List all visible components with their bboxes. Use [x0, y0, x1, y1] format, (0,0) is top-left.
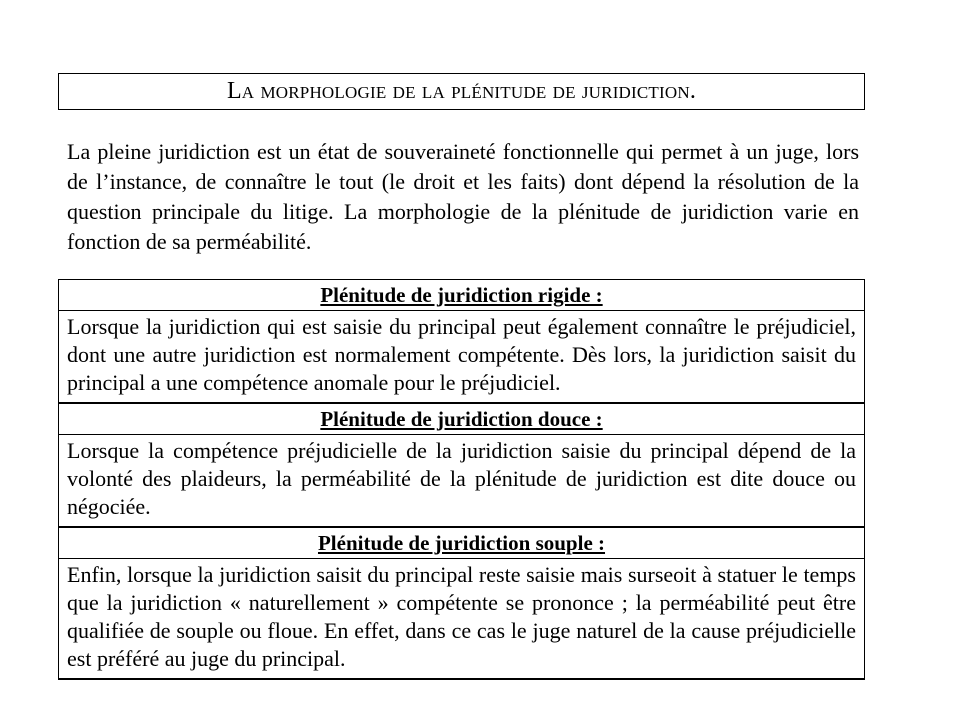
- section-heading: Plénitude de juridiction souple :: [59, 528, 864, 559]
- section-flexible: [58, 528, 865, 680]
- sections-list: [58, 279, 865, 680]
- section-heading: Plénitude de juridiction rigide :: [59, 280, 864, 311]
- section-soft: [58, 404, 865, 528]
- section-body: Lorsque la juridiction qui est saisie du principal peut également connaître le préjudiciel, dont une autre juridiction est normalement compétente. Dès lors, la juridiction saisit du principal a une compétence anomale pour le préjudiciel.: [67, 314, 856, 395]
- document-title: La morphologie de la plénitude de juridiction.: [58, 73, 865, 110]
- section-heading: Plénitude de juridiction douce :: [59, 404, 864, 435]
- section-body: Lorsque la compétence préjudicielle de la juridiction saisie du principal dépend de la volonté des plaideurs, la perméabilité de la plénitude de juridiction est dite douce ou négociée.: [67, 438, 856, 519]
- section-body: Enfin, lorsque la juridiction saisit du principal reste saisie mais surseoit à statuer le temps que la juridiction « naturellement » compétente se prononce ; la perméabilité peut être qualifiée de souple ou floue. En effet, dans ce cas le juge naturel de la cause préjudicielle est préféré au juge du principal.: [67, 562, 856, 671]
- section-rigid: [58, 280, 865, 404]
- intro-paragraph: La pleine juridiction est un état de souveraineté fonctionnelle qui permet à un juge, lors de l’instance, de connaître le tout (le droit et les faits) dont dépend la résolution de la question principale du litige. La morphologie de la plénitude de juridiction varie en fonction de sa perméabilité.: [67, 139, 859, 254]
